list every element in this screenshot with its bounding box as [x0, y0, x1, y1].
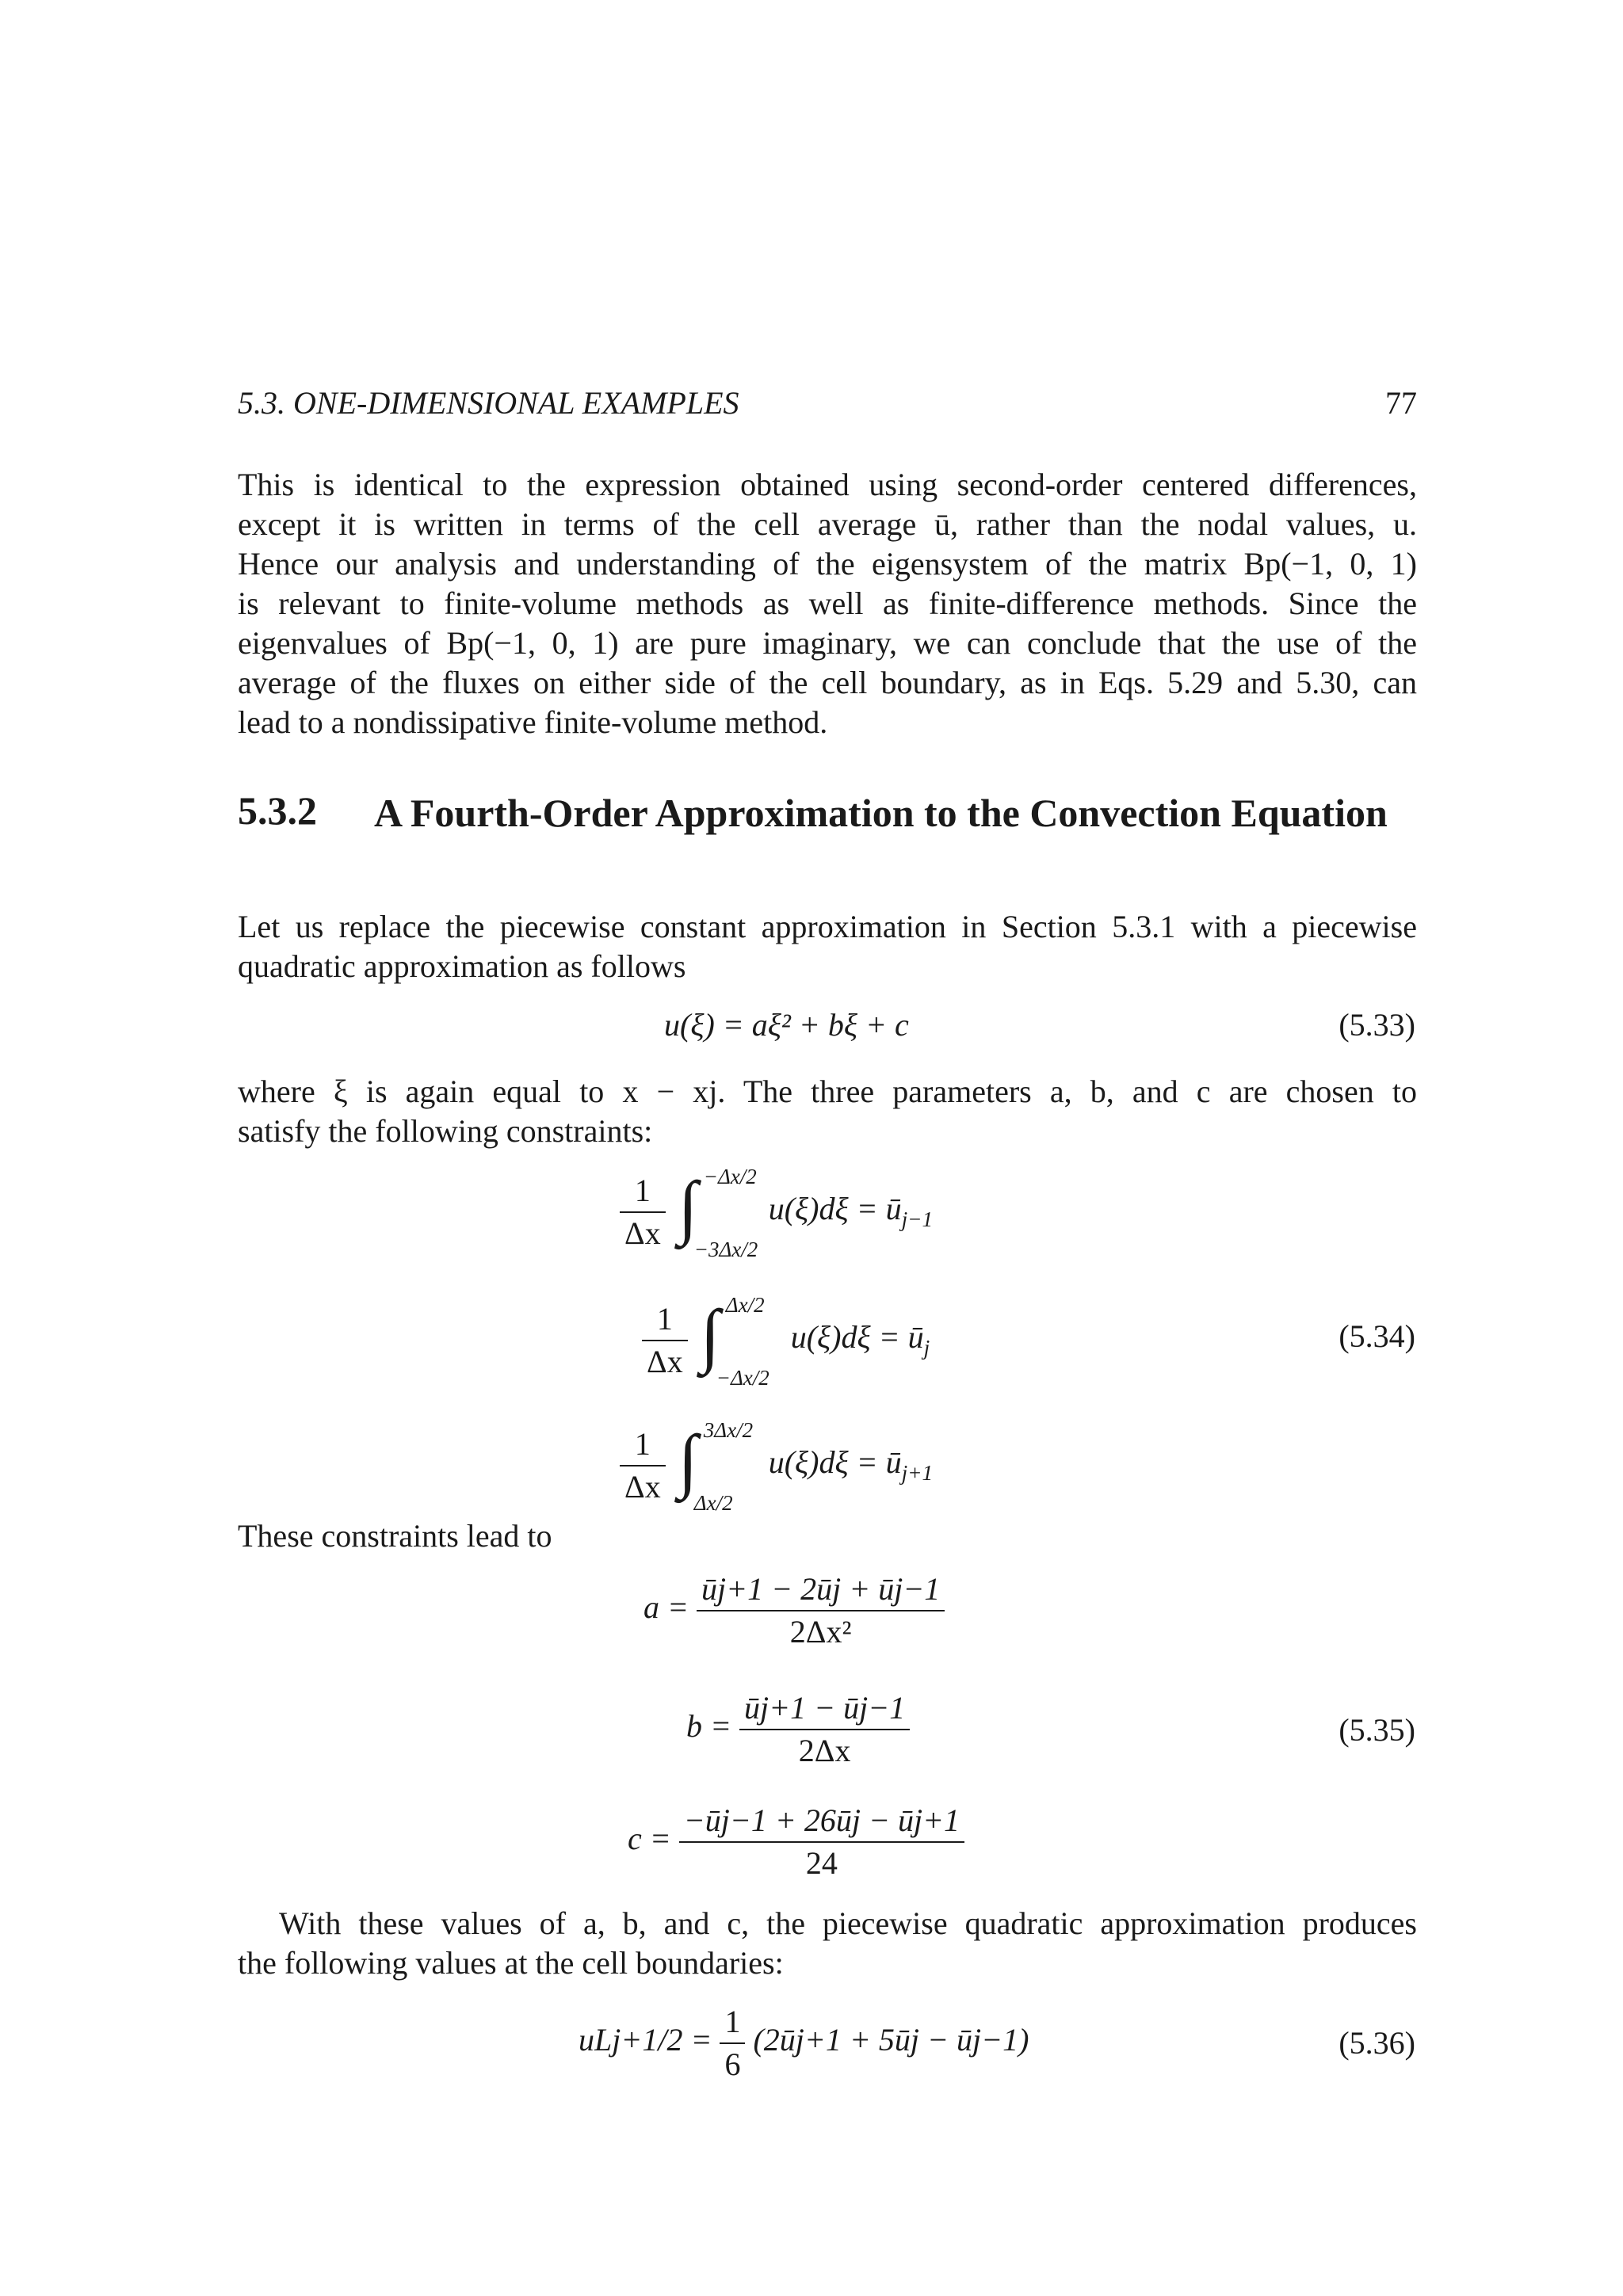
fraction: [679, 1800, 964, 1884]
equation-5-35-c: [628, 1800, 964, 1884]
equation-number-5-33: (5.33): [1338, 1007, 1415, 1043]
equation-rhs: (2ūj+1 + 5ūj − ūj−1): [753, 2022, 1029, 2058]
fraction-denominator: 6: [724, 2046, 741, 2082]
integral-rhs: u(ξ)dξ = ū: [768, 1444, 902, 1481]
paragraph-1-line-6: average of the fluxes on either side of the cell boundary, as in Eqs. 5.29 and 5.30, can: [238, 665, 1417, 700]
fraction-denominator: Δx: [624, 1469, 661, 1505]
fraction: [642, 1299, 688, 1383]
fraction-numerator: 1: [720, 2001, 745, 2044]
integral-upper-limit: 3Δx/2: [703, 1418, 754, 1442]
fraction-denominator: Δx: [624, 1215, 661, 1251]
paragraph-5: [238, 1904, 1417, 1983]
paragraph-5-line-1: With these values of a, b, and c, the piecewise quadratic approximation produces: [279, 1905, 1417, 1941]
equation-lhs: uLj+1/2 =: [579, 2022, 712, 2058]
equation-5-35-b: [686, 1688, 910, 1772]
fraction-numerator: 1: [620, 1170, 666, 1213]
fraction-denominator: 2Δx: [798, 1733, 851, 1768]
fraction-denominator: 2Δx²: [789, 1614, 852, 1650]
integral-lower-limit: −3Δx/2: [693, 1238, 758, 1261]
fraction-numerator: ūj+1 − ūj−1: [739, 1688, 910, 1730]
integral: [674, 1418, 761, 1513]
paragraph-3-line-1: where ξ is again equal to x − xj. The three parameters a, b, and c are chosen to: [238, 1074, 1417, 1109]
equation-5-33: u(ξ) = aξ² + bξ + c: [664, 1007, 909, 1043]
integral-lower-limit: −Δx/2: [716, 1366, 769, 1390]
integral-rhs-subscript: j+1: [901, 1461, 934, 1486]
equation-number-5-35: (5.35): [1338, 1712, 1415, 1748]
integral-rhs-subscript: j: [923, 1336, 930, 1360]
integral-rhs: u(ξ)dξ = ū: [790, 1319, 924, 1356]
paragraph-3: [238, 1072, 1417, 1151]
section-number: 5.3.2: [238, 788, 317, 833]
fraction-numerator: 1: [642, 1299, 688, 1341]
fraction-numerator: ūj+1 − 2ūj + ūj−1: [697, 1569, 945, 1611]
equation-5-34-row-3: [620, 1418, 933, 1513]
equation-number-5-36: (5.36): [1338, 2025, 1415, 2061]
paragraph-1-line-7: lead to a nondissipative finite-volume method.: [238, 704, 828, 740]
paragraph-5-line-2: the following values at the cell boundaries:: [238, 1945, 784, 1981]
paragraph-1-line-1: This is identical to the expression obtained using second-order centered differences,: [238, 467, 1417, 502]
fraction: [620, 1170, 666, 1254]
paragraph-3-line-2: satisfy the following constraints:: [238, 1113, 653, 1149]
equation-lhs: a =: [643, 1589, 689, 1626]
equation-5-36: [579, 2001, 1029, 2085]
equation-lhs: b =: [686, 1708, 731, 1745]
integral: [674, 1165, 761, 1260]
integral-rhs-subscript: j−1: [901, 1207, 934, 1232]
fraction: [697, 1569, 945, 1653]
integral-sign-icon: ∫: [678, 1168, 698, 1246]
integral-upper-limit: Δx/2: [725, 1293, 765, 1317]
paragraph-1-line-4: is relevant to finite-volume methods as well as finite-difference methods. Since the: [238, 585, 1417, 621]
paragraph-1-line-2: except it is written in terms of the cell average ū, rather than the nodal values, u.: [238, 506, 1417, 542]
paragraph-2: [238, 907, 1417, 986]
running-head: 5.3. ONE-DIMENSIONAL EXAMPLES: [238, 385, 739, 421]
fraction-numerator: −ūj−1 + 26ūj − ūj+1: [679, 1800, 964, 1843]
fraction-denominator: 24: [805, 1845, 838, 1881]
integral: [696, 1293, 783, 1388]
section-title: A Fourth-Order Approximation to the Convection Equation: [374, 791, 1388, 835]
integral-upper-limit: −Δx/2: [703, 1165, 757, 1188]
paragraph-4: These constraints lead to: [238, 1518, 552, 1554]
paragraph-1-line-5: eigenvalues of Bp(−1, 0, 1) are pure imaginary, we can conclude that the use of the: [238, 625, 1417, 661]
page-number: 77: [1385, 385, 1417, 421]
equation-5-34-row-1: [620, 1165, 933, 1260]
fraction-numerator: 1: [620, 1424, 666, 1466]
fraction: [739, 1688, 910, 1772]
equation-number-5-34: (5.34): [1338, 1318, 1415, 1354]
paragraph-2-line-1: Let us replace the piecewise constant approximation in Section 5.3.1 with a piecewise: [238, 909, 1417, 944]
integral-sign-icon: ∫: [700, 1296, 720, 1375]
integral-sign-icon: ∫: [678, 1421, 698, 1500]
equation-5-35-a: [643, 1569, 945, 1653]
fraction: [720, 2001, 745, 2085]
equation-lhs: c =: [628, 1821, 671, 1857]
fraction: [620, 1424, 666, 1508]
integral-lower-limit: Δx/2: [693, 1491, 733, 1515]
fraction-denominator: Δx: [647, 1344, 683, 1379]
integral-rhs: u(ξ)dξ = ū: [768, 1191, 902, 1227]
paragraph-2-line-2: quadratic approximation as follows: [238, 948, 686, 984]
paragraph-1: [238, 465, 1417, 742]
paragraph-1-line-3: Hence our analysis and understanding of the eigensystem of the matrix Bp(−1, 0, 1): [238, 546, 1417, 582]
equation-5-34-row-2: [642, 1293, 930, 1388]
